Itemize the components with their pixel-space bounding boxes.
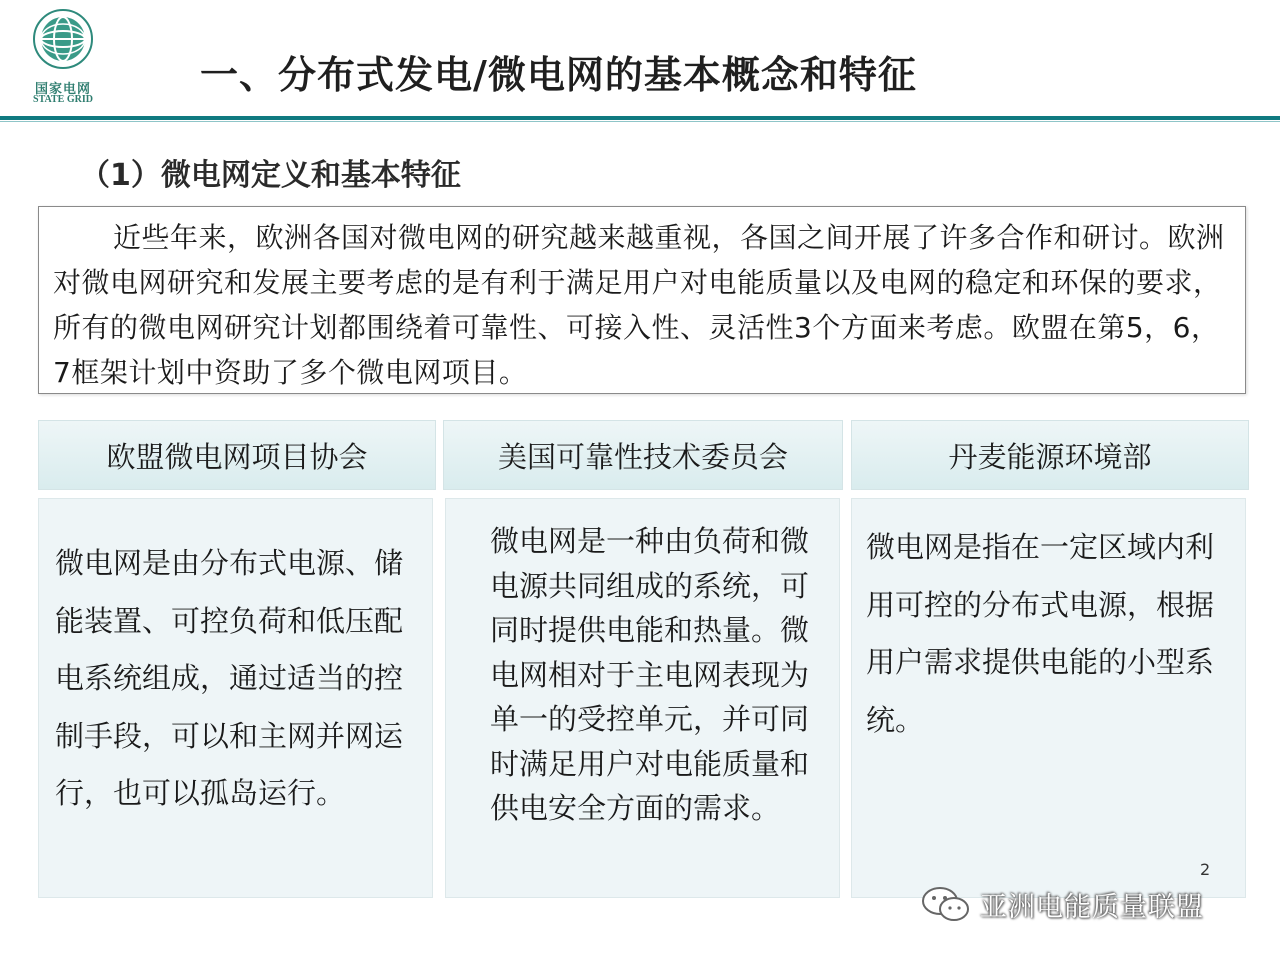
page-number: 2 [1200,860,1211,879]
title-divider-thin [0,121,1280,122]
watermark-text: 亚洲电能质量联盟 [980,891,1204,923]
column-text-us: 微电网是一种由负荷和微电源共同组成的系统，可同时提供电能和热量。微电网相对于主电网表现为单一的受控单元，并可同时满足用户对电能质量和供电安全方面的需求。 [490,524,810,825]
watermark [920,884,1250,924]
column-body-denmark [851,498,1246,898]
intro-paragraph: 近些年来，欧洲各国对微电网的研究越来越重视，各国之间开展了许多合作和研讨。欧洲对微电网研究和发展主要考虑的是有利于满足用户对电能质量以及电网的稳定和环保的要求，所有的微电网研究计划都围绕着可靠性、可接入性、灵活性3个方面来考虑。欧盟在第5，6，7框架计划中资助了多个微电网项目。 [53,221,1225,389]
state-grid-logo [22,8,104,106]
column-text-eu: 微电网是由分布式电源、储能装置、可控负荷和低压配电系统组成，通过适当的控制手段，可以和主网并网运行，也可以孤岛运行。 [55,546,404,810]
title-divider [0,116,1280,120]
section-heading: （1）微电网定义和基本特征 [80,158,461,193]
column-header-denmark: 丹麦能源环境部 [851,420,1249,490]
column-header-us: 美国可靠性技术委员会 [443,420,843,490]
column-header-eu: 欧盟微电网项目协会 [38,420,436,490]
slide-title: 一、分布式发电/微电网的基本概念和特征 [200,53,917,97]
column-body-eu [38,498,433,898]
intro-box [38,206,1246,394]
logo-chinese-text: 国家电网 [34,82,91,97]
logo-english-text: STATE GRID [33,94,93,105]
column-body-us [445,498,840,898]
globe-icon [32,8,94,70]
column-text-denmark: 微电网是指在一定区域内利用可控的分布式电源，根据用户需求提供电能的小型系统。 [866,530,1215,737]
wechat-icon [920,884,972,924]
